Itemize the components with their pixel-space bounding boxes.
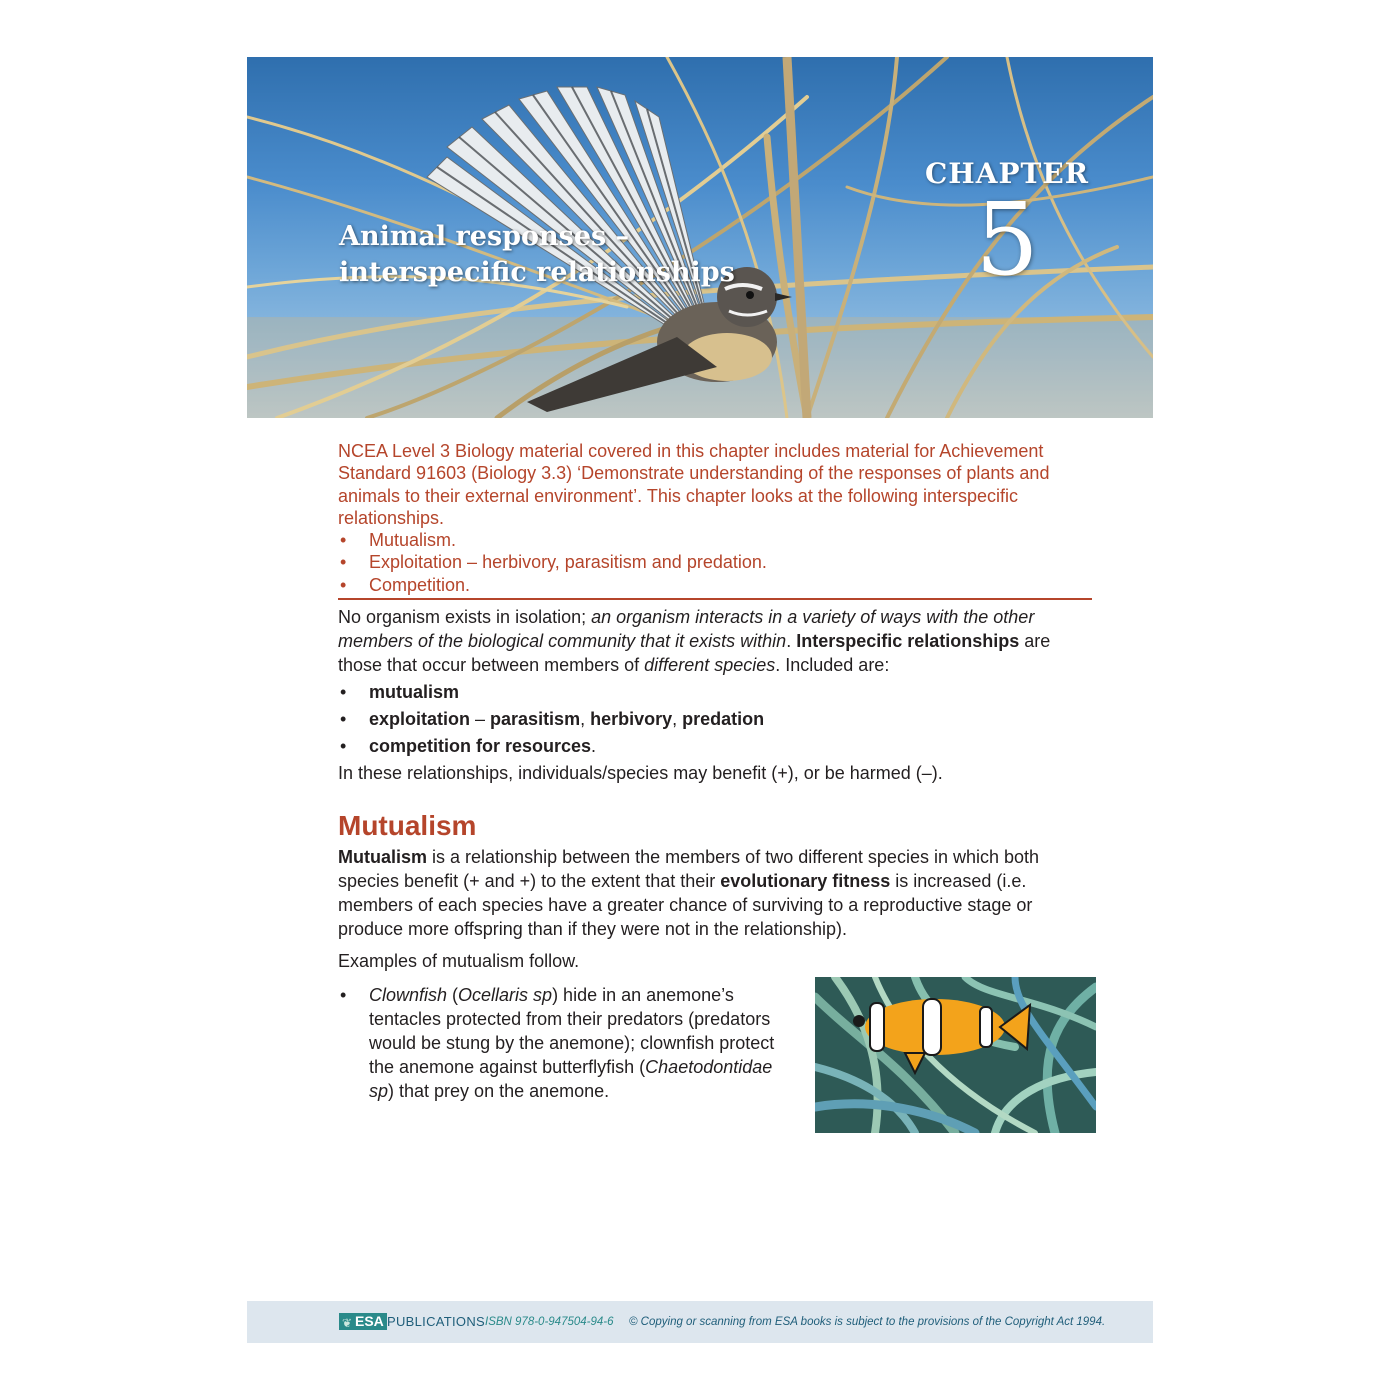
text-run: is a relationship between the members of two different species in which both species benefit (+ and +) to the extent that their: [338, 847, 1040, 891]
text-run: . Included are:: [775, 655, 890, 675]
text-run: ) that prey on the anemone.: [388, 1081, 610, 1101]
chapter-title-line-2: interspecific relationships: [339, 257, 735, 288]
clownfish-anemone-photo: [815, 977, 1096, 1133]
term-predation: predation: [682, 709, 765, 729]
text-run-italic: Ocellaris sp: [458, 985, 553, 1005]
term-interspecific-relationships: Interspecific relationships: [796, 631, 1020, 651]
chapter-intro: [338, 440, 1093, 596]
text-run: .: [786, 631, 797, 651]
bullet-dot: •: [340, 682, 347, 702]
overview-closing: In these relationships, individuals/species may benefit (+), or be harmed (–).: [338, 763, 943, 783]
text-run: No organism exists in isolation;: [338, 607, 592, 627]
text-run-italic: Chaetodontidae sp: [369, 1057, 773, 1101]
term-exploitation: exploitation: [369, 709, 471, 729]
text-run: (: [447, 985, 459, 1005]
term-parasitism: parasitism: [490, 709, 581, 729]
intro-paragraph: NCEA Level 3 Biology material covered in this chapter includes material for Achievement Standard 91603 (Biology 3.3) ‘Demonstrate understanding of the responses of plants and animals to their external environment’. This chapter looks at the following interspecific relationships.: [338, 441, 1050, 528]
term-competition: competition for resources: [369, 736, 592, 756]
term-mutualism-def: Mutualism: [338, 847, 428, 867]
mutualism-definition: [338, 845, 1093, 941]
examples-intro: Examples of mutualism follow.: [338, 951, 580, 971]
text-run-italic: an organism interacts in a variety of ways with the other members of the biological community that it exists within: [338, 607, 1035, 651]
intro-list-item: • Competition.: [338, 574, 1093, 596]
publisher-name: PUBLICATIONS: [387, 1314, 485, 1329]
text-run: ,: [580, 709, 591, 729]
chapter-title-line-1: Animal responses –: [339, 221, 630, 252]
bullet-dot: •: [340, 985, 347, 1005]
text-run: is increased (i.e. members of each species have a greater chance of surviving to a reproductive stage or produce more offspring than if they were not in the relationship).: [338, 871, 1033, 939]
section-heading-mutualism: Mutualism: [338, 810, 477, 841]
copyright-notice: © Copying or scanning from ESA books is subject to the provisions of the Copyright Act 1994.: [629, 1316, 1106, 1328]
bullet-dot: •: [340, 709, 347, 729]
chapter-label: CHAPTER: [925, 157, 1089, 190]
text-run: –: [470, 709, 491, 729]
chapter-title: [339, 219, 759, 291]
text-run: ) hide in an anemone’s tentacles protected from their predators (predators would be stung by the anemone); clownfish protect the anemone against butterflyfish (: [369, 985, 775, 1077]
term-herbivory: herbivory: [590, 709, 673, 729]
intro-list-item: • Exploitation – herbivory, parasitism and predation.: [338, 551, 1093, 573]
example-clownfish: [338, 983, 798, 1103]
text-run-italic: Clownfish: [369, 985, 448, 1005]
page-footer: [247, 1301, 1153, 1343]
text-run: are those that occur between members of: [338, 631, 1051, 675]
esa-logo: [339, 1313, 387, 1330]
term-mutualism: mutualism: [369, 682, 460, 702]
text-run-italic: different species: [644, 655, 776, 675]
leaf-icon: ❦: [342, 1316, 353, 1330]
intro-list: [338, 529, 1093, 596]
chapter-banner: [247, 57, 1153, 418]
intro-divider: [338, 598, 1092, 600]
chapter-number: 5: [975, 181, 1039, 298]
text-run: .: [591, 736, 597, 756]
isbn: ISBN 978-0-947504-94-6: [485, 1316, 614, 1328]
bullet-dot: •: [340, 736, 347, 756]
intro-list-item: • Mutualism.: [338, 529, 1093, 551]
logo-text: ESA: [355, 1313, 384, 1329]
overview-paragraph: [338, 605, 1093, 677]
term-evolutionary-fitness: evolutionary fitness: [720, 871, 891, 891]
text-run: ,: [672, 709, 683, 729]
